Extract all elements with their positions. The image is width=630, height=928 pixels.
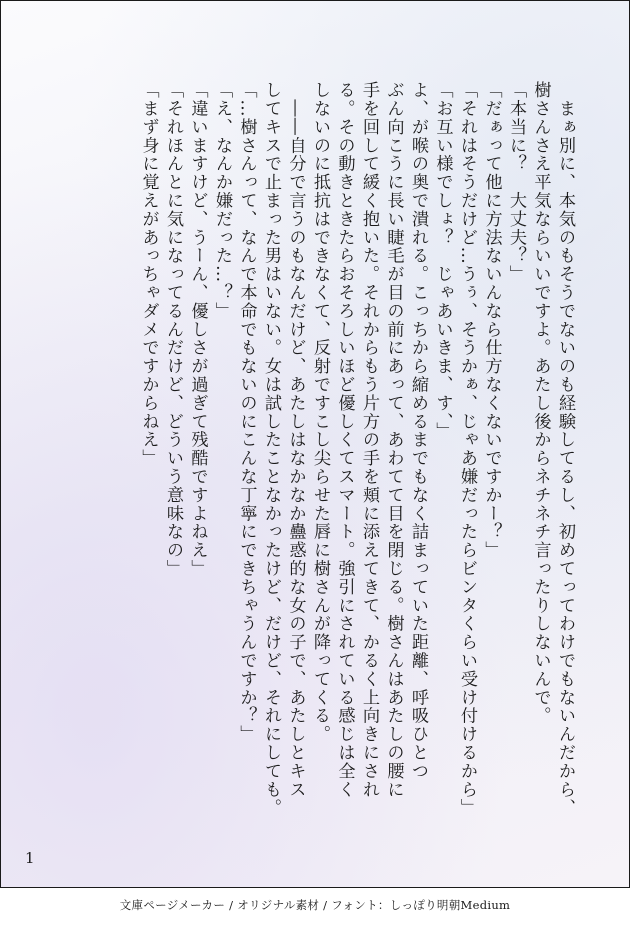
vertical-text-body: [136, 81, 577, 841]
text-line: 「え、なんか嫌だった…？」: [212, 81, 232, 321]
text-line: 「まず身に覚えがあっちゃダメですからねえ」: [138, 81, 159, 468]
page-number: 1: [25, 849, 35, 867]
text-line: 「…樹さんって、なんで本命でもないのにこんな丁寧にできちゃうんですか？」: [236, 81, 257, 744]
text-line: ――自分で言うのもなんだけど、あたしはなかなか蠱惑的な女の子で、あたしとキス: [285, 81, 306, 799]
text-line: 「お互い様でしょ？ じゃあいきま、す、」: [432, 81, 453, 441]
text-line: 「それはそうだけど…うぅ、そうかぁ、じゃあ嫌だったらビンタくらい受け付けるから」: [457, 81, 477, 817]
text-line: 「それほんとに気になってるんだけど、どういう意味なの」: [163, 81, 183, 578]
text-line: 樹さんさえ平気ならいいですよ。あたし後からネチネチ言ったりしないんで。: [530, 81, 551, 725]
text-line: ぶん向こうに長い睫毛が目の前にあって、あわてて目を閉じる。樹さんはあたしの腰に: [383, 81, 404, 799]
text-line: 手を回して緩く抱いた。それからもう片方の手を頬に添えてきて、かるく上向きにされ: [359, 81, 379, 799]
text-line: しないのに抵抗はできなくて、反射ですこし尖らせた唇に樹さんが降ってくる。: [310, 81, 330, 744]
text-line: る。その動きときたらおそろしいほど優しくてスマート。強引にされている感じは全く: [334, 81, 355, 799]
text-line: 「本当に？ 大丈夫？」: [506, 81, 526, 284]
text-line: まぁ別に、本気のもそうでないのも経験してるし、初めてってわけでもないんだから、: [555, 81, 575, 817]
text-line: 「だぁって他に方法ないんなら仕方なくないですかー？」: [481, 81, 502, 560]
footer-credit: 文庫ページメーカー / オリジナル素材 / フォント：しっぽり明朝Medium: [119, 898, 511, 912]
text-line: よ、が喉の奥で潰れる。こっちから縮めるまでもなく詰まっていた距離、呼吸ひとつ: [408, 81, 428, 781]
text-line: 「違いますけど、うーん、優しさが過ぎて残酷ですよねえ」: [187, 81, 208, 578]
text-line: してキスで止まった男はいない。女は試したことなかったけど、だけど、それにしても。: [261, 81, 281, 817]
